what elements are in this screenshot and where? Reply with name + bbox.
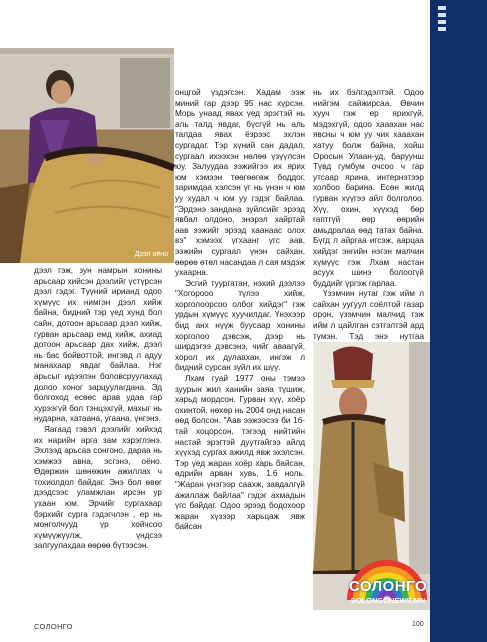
page-number: 100 bbox=[412, 621, 424, 628]
photo-caption: Дээл оёно bbox=[134, 251, 168, 258]
paragraph: онцгой үздэгсэн. Хадам ээж миний гар дээр 95 нас хүрсэн. Морь унаад явах үед эрэгтэй нь аль талд явдаг, бүсгүй нь аль талдаа явах ёзрээс эхлэн сургадаг. Тэр хүний сан дадал, сургаал ихээхэн нөлөө үзүүлсэн юу. Залуудаа ээжийгээ их ярих юм хэмээн төөгөөгөж боддог, заримдаа хэлсэн үг нь үнэн ч юм уу худал ч юм уу гэдэг байлаа. "Эрдэнэ зандана зуйлсийг эрээд явбал олдоно, энэрэл хайртай аав ээжийг эрээд хаанаас олох вэ" хэмээх үгхаанг үгс аав, ээжийн сургаал үнэн сайхан, өөрөө өтөл насандаа л сая мэдэж ухаарна. bbox=[175, 88, 305, 278]
text-column-1 bbox=[34, 266, 162, 611]
text-column-2 bbox=[175, 88, 305, 603]
logo-title: СОЛОНГО bbox=[348, 578, 428, 595]
side-color-strip bbox=[430, 0, 487, 642]
paragraph: Яагаад гэвэл дээлийг хийхэд их нарийн арга зам хэрэглэнэ. Эхлээд арьсаа сонгоно, дараа нь хэмжээ авна, эсгэнэ, оёно. Өдөржин шөнөжин ажиллах ч тохиолдол байдаг. Энэ бол өвөг дээдсээс уламжлан ирсэн ур ухаан юм. Эрчийг сургахаар бэрхийг сурга гэдэгчлэн , ер нь монголчууд үр хойчсоо хүмүүжүүлж, үндсээ залгуулахдаа өөрөө бүтээсэн. bbox=[34, 424, 162, 551]
photo-woman-sewing-deel bbox=[0, 48, 174, 263]
logo-url: SOLONGONEWS.MN bbox=[350, 596, 426, 605]
paragraph-text: Үзэмчин нутаг гэж ийм л сайхан уугуул соёлтой газар орон, үзэмчин малчид гэж ийм л цайлган сэтгэлтэй ард түмэн. Тэд энэ нутгаа bbox=[313, 289, 424, 341]
footer-magazine-name: СОЛОНГО bbox=[34, 622, 73, 631]
paragraph: нь их бэлгэдэлтэй. Одоо нийгэм сайжирсаа. Өвчин хууч гэж ер ярихгүй, мэдэхгүй, одоо хааахан нас явсны ч юм уу чих хааахан хатуу болж байна, хойш Оросын Улаан-уд, баруунш Түвд гумбум очсоо ч гар утсаар ярина, интернэтээр холбоо барина. Есөн жилд гурван хүүгээ айл болголоо. Хүү, охин, хүүхэд бөр гаптгүй өөр өөрийн амьдралаа өөд татах байна. Бүгд л айргаа игсэж, аарцаа хийдэг энгийн нэгэн малчин хүмүүс гэж Лхам настан асуух шинэ болоогүй буддийг үргэж гарлаа. bbox=[313, 88, 424, 288]
text-column-3 bbox=[313, 88, 424, 341]
paragraph: Эсгий туургатан, нэхий дээлээ "Хогорооо түлээ хийж, хорголоорсоо олбог хийдэг" гэж урдын хүмүүс хуучилдаг. Үнэхээр бид анх нүүж буусаар хонины хорголоо дэвсэж, дээр нь ширдэгээ дэвсэнэ, чийг аваагүй, хорол их дулаахан, ингэж л бидний сурсан зүйл их шүү. bbox=[175, 278, 305, 373]
paragraph: Лхам гуай 1977 оны тэмээ зуурын жил ханийн заяа түшиж, харьд мордсон. Гурван хүү, хоёр охинтой, нөхөр нь 2004 онд насан өөд болсон. "Аав ээжээсээ би 16-тай хоцорсон, тэгээд нийтийн настай эрэгтэй дуутгайгээ айлд хүүхэд сургах ажилд явж эхэлсэн. Тэр үед жаран хоёр харь байсан, өдрийн арван хувь, 1.6 ноль. "Жаран үнэгээр саахж, завдалгүй ажиллаж байлаа" гэдэг ахмадын үгс байдаг. Одоо эрээд бодохоор жаран хүзээр харьцаж явж байсан bbox=[175, 374, 305, 532]
photo-illustration bbox=[0, 48, 174, 263]
paragraph: дээл гэж, зун намрын хонины арьсаар хийсэн дээлийг үстүрсэн дээл гэдэг. Түүний ирианд одоо хүмүүс их нимгэн дээл хийж байна, бидний тэр үед хунд бол сайн, дотоон арьсаар дээл хийж, гурван арьсаар емд хийж, ахиад дотоон арьсаар дах хийж, дээл нь бас бойвоттой, ингэвд л адуу манахаар явдаг байлаа. Нэг арьсыг идээлэн боловсруулахад долоо хоног зарцуулагдана. Эд болгоход есөөс арав удаа гар хурээгүй бол тэнцэхгүй, махыг нь нударна, хатаана, угаана, үнгэнэ. bbox=[34, 266, 162, 424]
strip-bar-marks bbox=[438, 4, 446, 84]
